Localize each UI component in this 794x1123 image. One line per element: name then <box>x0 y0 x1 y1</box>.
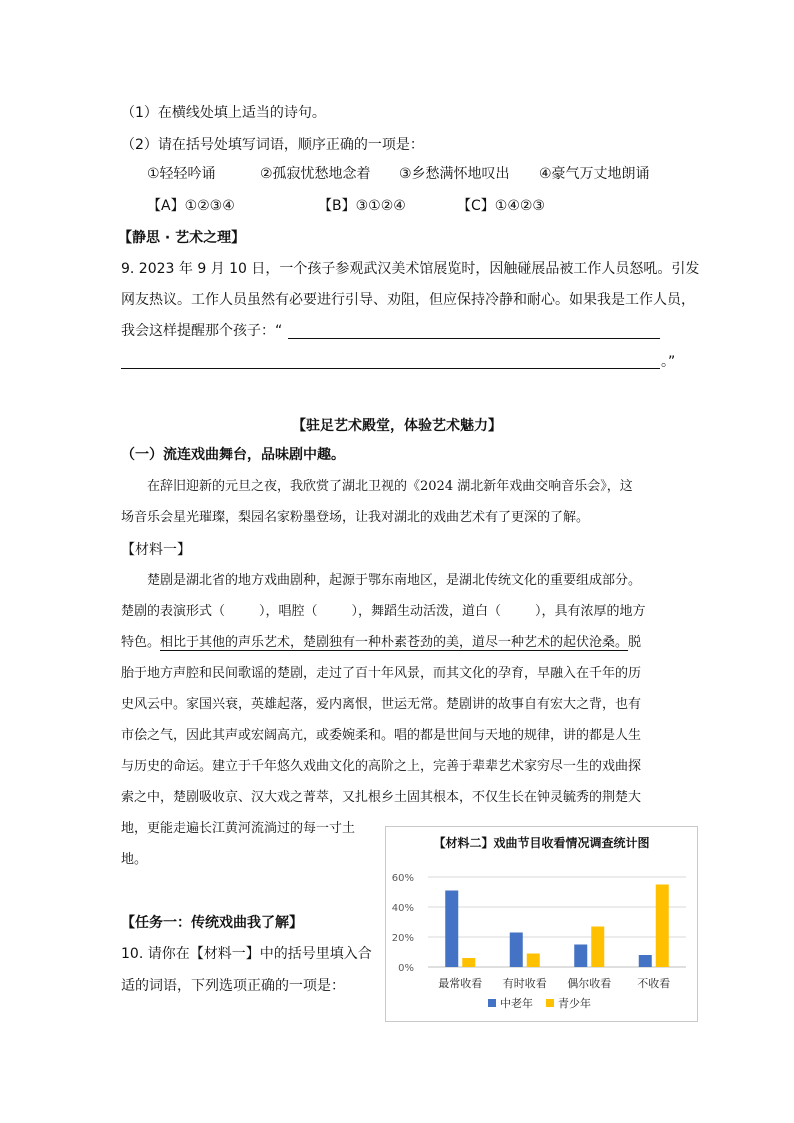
bar-youth <box>462 958 475 967</box>
q9-line-2: 网友热议。工作人员虽然有必要进行引导、劝阻，但应保持冷静和耐心。如果我是工作人员， <box>121 292 695 308</box>
q8-option-b: 【B】③①②④ <box>318 198 406 214</box>
legend-swatch <box>546 999 554 1007</box>
q9-answer-line-1[interactable] <box>288 338 660 339</box>
x-tick-label: 不收看 <box>637 977 671 990</box>
x-tick-label: 有时收看 <box>502 977 547 990</box>
q8-option-c: 【C】①④②③ <box>457 198 545 214</box>
q8-sub1: （1）在横线处填上适当的诗句。 <box>121 105 326 121</box>
material1-line-3b: 脱 <box>628 635 642 650</box>
material1-line-5: 史风云中。家国兴衰，英雄起落，爱内离恨，世运无常。楚剧讲的故事自有宏大之背，也有 <box>121 697 642 712</box>
material1-line-9: 地，更能走遍长江黄河流淌过的每一寸土 <box>121 821 356 836</box>
y-tick-label: 0% <box>398 963 414 974</box>
material1-line-3a: 特色。 <box>121 635 161 650</box>
material1-line-4: 胎于地方声腔和民间歌谣的楚剧，走过了百十年风景，而其文化的孕育，早融入在千年的历 <box>121 666 642 681</box>
bar-youth <box>656 885 669 968</box>
intro-line-1: 在辞旧迎新的元旦之夜，我欣赏了湖北卫视的《2024 湖北新年戏曲交响音乐会》，这 <box>147 479 633 494</box>
q8-sub2: （2）请在括号处填写词语，顺序正确的一项是： <box>121 137 424 153</box>
material1-line-2b: ），唱腔（ <box>259 604 318 619</box>
material1-line-8: 索之中，楚剧吸收京、汉大戏之菁萃，又扎根乡土固其根本，不仅生长在钟灵毓秀的荆楚大 <box>121 790 642 805</box>
q10-line-2: 适的词语，下列选项正确的一项是： <box>121 978 345 994</box>
y-tick-label: 40% <box>391 903 414 914</box>
material2-chart <box>385 826 698 1022</box>
y-tick-label: 60% <box>391 873 414 884</box>
q10-line-1: 10. 请你在【材料一】中的括号里填入合 <box>121 946 372 962</box>
q8-item-4: ④豪气万丈地朗诵 <box>539 166 650 182</box>
legend-swatch <box>488 999 496 1007</box>
material1-label: 【材料一】 <box>121 542 191 558</box>
bar-youth <box>527 954 540 968</box>
material1-line-3 <box>121 633 641 653</box>
q9-answer-line-2[interactable] <box>121 368 660 369</box>
material1-line-2 <box>121 602 646 622</box>
q8-option-a: 【A】①②③④ <box>147 198 235 214</box>
bar-middle-aged <box>510 933 523 968</box>
x-tick-label: 最常收看 <box>438 977 483 990</box>
material1-line-2a: 楚剧的表演形式（ <box>121 604 226 619</box>
chart-svg <box>386 827 697 1021</box>
legend-label: 青少年 <box>558 997 591 1010</box>
material1-line-10: 地。 <box>121 852 148 867</box>
bar-middle-aged <box>574 945 587 968</box>
material1-line-2d: ），具有浓厚的地方 <box>535 604 646 619</box>
bar-middle-aged <box>639 955 652 967</box>
q8-item-2: ②孤寂忧愁地念着 <box>260 166 371 182</box>
q8-item-1: ①轻轻吟诵 <box>147 166 216 182</box>
material1-underlined-sentence: 相比于其他的声乐艺术，楚剧独有一种朴素苍劲的美，道尽一种艺术的起伏沧桑。 <box>160 635 629 650</box>
material1-line-6: 市侩之气，因此其声或宏阔高亢，或委婉柔和。唱的都是世间与天地的规律，讲的都是人生 <box>121 728 642 743</box>
chart-title: 【材料二】戏曲节目收看情况调查统计图 <box>433 836 650 850</box>
q9-end-quote: 。” <box>661 354 676 370</box>
legend-label: 中老年 <box>500 997 533 1010</box>
q9-line-1: 9. 2023 年 9 月 10 日，一个孩子参观武汉美术馆展览时，因触碰展品被工作人员怒吼。引发 <box>121 261 700 277</box>
section-heading-main: 【驻足艺术殿堂，体验艺术魅力】 <box>292 418 502 434</box>
q9-line-3: 我会这样提醒那个孩子：“ <box>121 323 283 339</box>
material1-line-7: 与历史的命运。建立于千年悠久戏曲文化的高阶之上，完善于辈辈艺术家穷尽一生的戏曲探 <box>121 759 642 774</box>
bar-middle-aged <box>445 891 458 968</box>
y-tick-label: 20% <box>391 933 414 944</box>
part1-title: （一）流连戏曲舞台，品味剧中趣。 <box>121 447 345 463</box>
material1-line-2c: ），舞蹈生动活泼，道白（ <box>351 604 502 619</box>
task1-title: 【任务一：传统戏曲我了解】 <box>121 915 303 931</box>
material1-line-1: 楚剧是湖北省的地方戏曲剧种，起源于鄂东南地区，是湖北传统文化的重要组成部分。 <box>147 573 642 588</box>
q8-item-3: ③乡愁满怀地叹出 <box>399 166 510 182</box>
section-heading-jingsi: 【静思 · 艺术之理】 <box>118 230 246 246</box>
x-tick-label: 偶尔收看 <box>567 977 612 990</box>
bar-youth <box>591 927 604 968</box>
intro-line-2: 场音乐会星光璀璨，梨园名家粉墨登场，让我对湖北的戏曲艺术有了更深的了解。 <box>121 510 590 525</box>
